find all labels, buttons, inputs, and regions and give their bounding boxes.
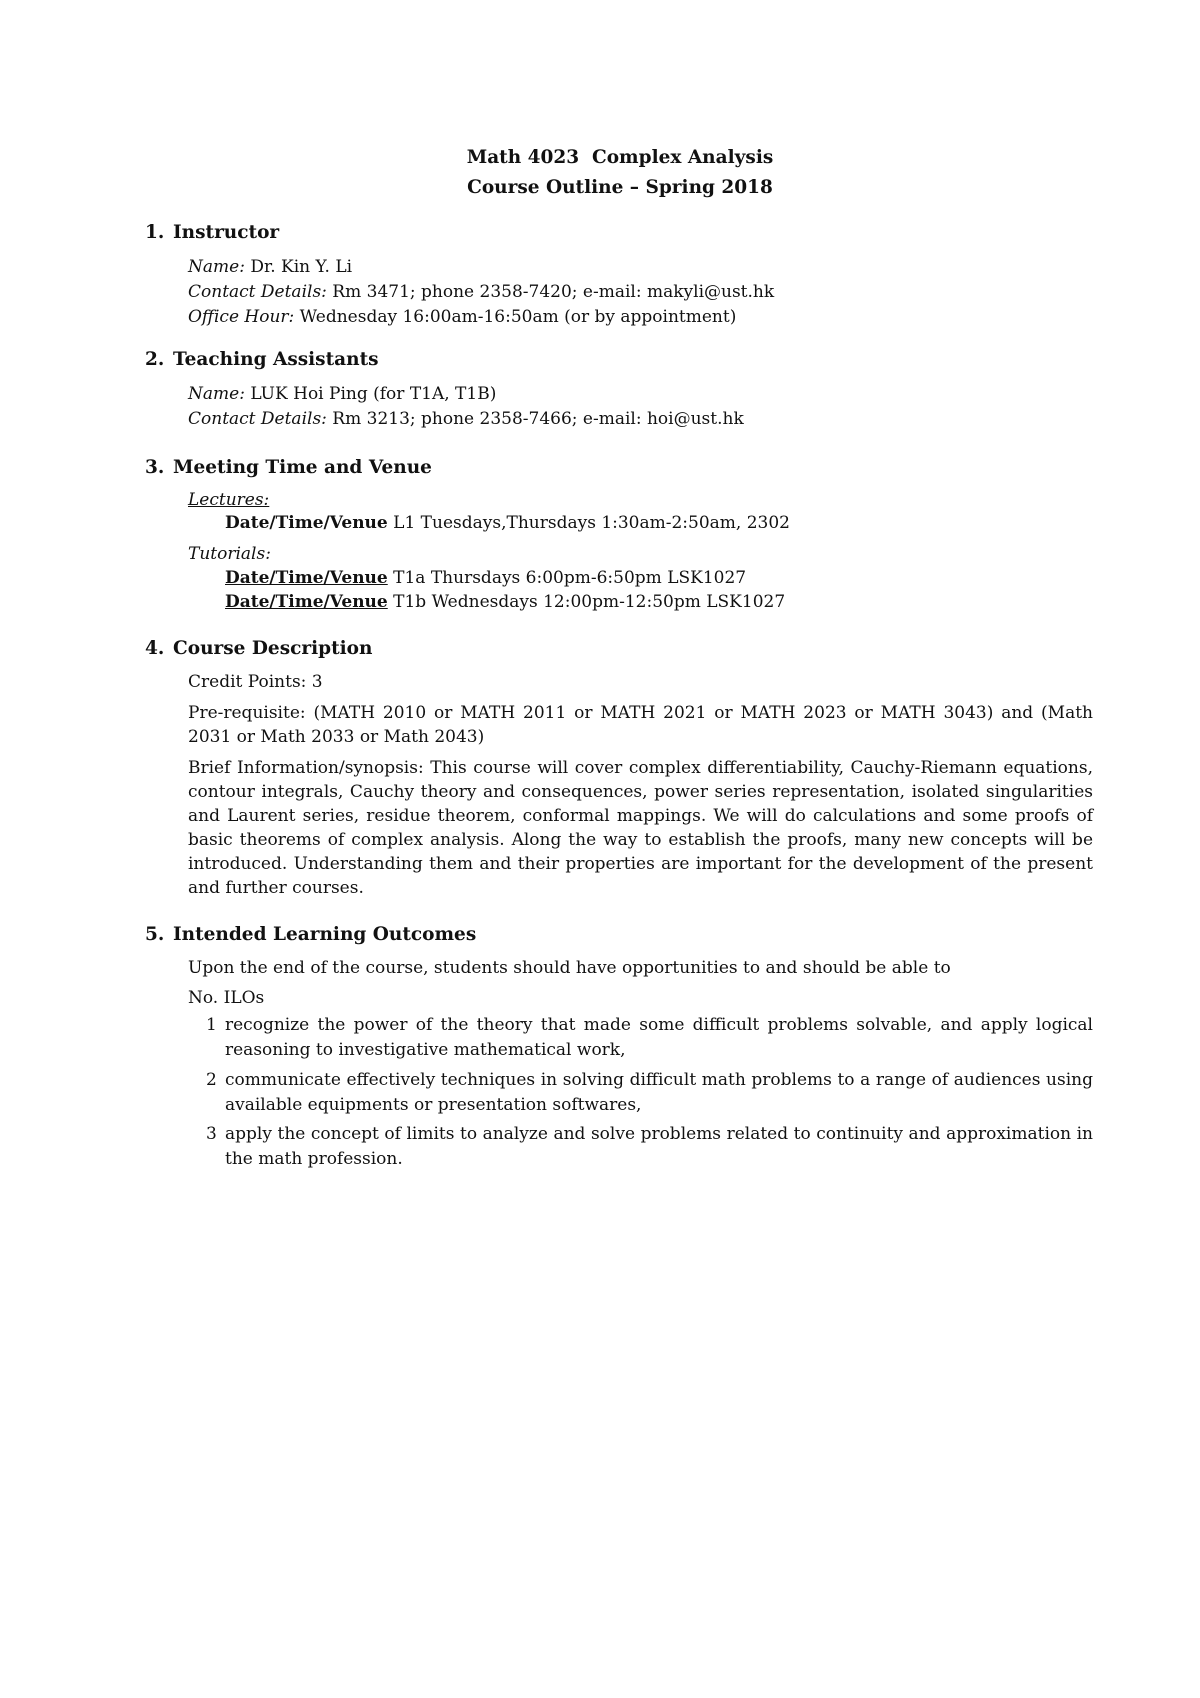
prerequisite: Pre-requisite: (MATH 2010 or MATH 2011 or MATH 2021 or MATH 2023 or MATH 3043) and (Math 2031 or Math 2033 or Math 2043) xyxy=(188,703,1093,747)
section-heading-meeting-time xyxy=(145,457,432,478)
ilo-table-header: No. ILOs xyxy=(188,988,265,1008)
tutorials-label xyxy=(188,544,271,564)
ilo-item xyxy=(206,1013,1093,1063)
ilo-intro: Upon the end of the course, students should have opportunities to and should be able to xyxy=(188,958,951,978)
credit-points: Credit Points: 3 xyxy=(188,672,323,692)
ilo-item xyxy=(206,1068,1093,1118)
section-number: 2. xyxy=(145,349,165,370)
schedule-value: T1a Thursdays 6:00pm-6:50pm LSK1027 xyxy=(387,568,747,588)
ilo-number: 3 xyxy=(206,1124,217,1144)
field-value: Dr. Kin Y. Li xyxy=(244,257,353,277)
schedule-key: Date/Time/Venue xyxy=(225,568,388,588)
instructor-name xyxy=(188,257,352,277)
section-heading-teaching-assistants xyxy=(145,349,379,370)
field-value: Wednesday 16:00am-16:50am (or by appointment) xyxy=(294,307,737,327)
ilo-number: 2 xyxy=(206,1070,217,1090)
ilo-text: communicate effectively techniques in solving difficult math problems to a range of audiences using available equipments or presentation softwares, xyxy=(225,1070,1093,1115)
tutorial-schedule-t1a xyxy=(225,568,746,588)
section-title: Intended Learning Outcomes xyxy=(173,924,477,945)
section-heading-learning-outcomes xyxy=(145,924,476,945)
tutorial-schedule-t1b xyxy=(225,592,785,612)
section-number: 1. xyxy=(145,222,165,243)
field-value: Rm 3213; phone 2358-7466; e-mail: hoi@ust.hk xyxy=(326,409,744,429)
field-label: Name: xyxy=(188,384,245,404)
section-title: Course Description xyxy=(173,638,373,659)
section-heading-instructor xyxy=(145,222,279,243)
schedule-key: Date/Time/Venue xyxy=(225,513,388,533)
schedule-value: T1b Wednesdays 12:00pm-12:50pm LSK1027 xyxy=(387,592,786,612)
synopsis: Brief Information/synopsis: This course will cover complex differentiability, Cauchy-Riemann equations, contour integrals, Cauchy theory and consequences, power series representation, isolated singularities and Laurent series, residue theorem, conformal mappings. We will do calculations and some proofs of basic theorems of complex analysis. Along the way to establish the proofs, many new concepts will be introduced. Understanding them and their properties are important for the development of the present and further courses. xyxy=(188,758,1093,898)
field-label: Contact Details: xyxy=(188,409,327,429)
lectures-label xyxy=(188,490,269,510)
ilo-item xyxy=(206,1122,1093,1172)
section-title: Instructor xyxy=(173,222,280,243)
ilo-text: recognize the power of the theory that made some difficult problems solvable, and apply logical reasoning to investigative mathematical work, xyxy=(225,1015,1093,1060)
section-number: 5. xyxy=(145,924,165,945)
schedule-value: L1 Tuesdays,Thursdays 1:30am-2:50am, 2302 xyxy=(387,513,790,533)
schedule-key: Date/Time/Venue xyxy=(225,592,388,612)
field-value: LUK Hoi Ping (for T1A, T1B) xyxy=(244,384,497,404)
tutorials-label-text: Tutorials: xyxy=(188,544,271,564)
document-subtitle: Course Outline – Spring 2018 xyxy=(467,177,773,198)
field-label: Contact Details: xyxy=(188,282,327,302)
section-title: Meeting Time and Venue xyxy=(173,457,432,478)
lecture-schedule xyxy=(225,513,790,533)
field-label: Office Hour: xyxy=(188,307,295,327)
ta-contact xyxy=(188,409,744,429)
document-title: Math 4023 Complex Analysis xyxy=(466,147,774,168)
section-title: Teaching Assistants xyxy=(173,349,379,370)
section-heading-course-description xyxy=(145,638,372,659)
ta-name xyxy=(188,384,496,404)
field-label: Name: xyxy=(188,257,245,277)
section-number: 4. xyxy=(145,638,165,659)
ilo-number: 1 xyxy=(206,1015,217,1035)
ilo-text: apply the concept of limits to analyze and solve problems related to continuity and approximation in the math profession. xyxy=(225,1124,1093,1169)
field-value: Rm 3471; phone 2358-7420; e-mail: makyli@ust.hk xyxy=(326,282,775,302)
section-number: 3. xyxy=(145,457,165,478)
lectures-label-text: Lectures: xyxy=(188,490,270,510)
instructor-office-hour xyxy=(188,307,736,327)
instructor-contact xyxy=(188,282,774,302)
